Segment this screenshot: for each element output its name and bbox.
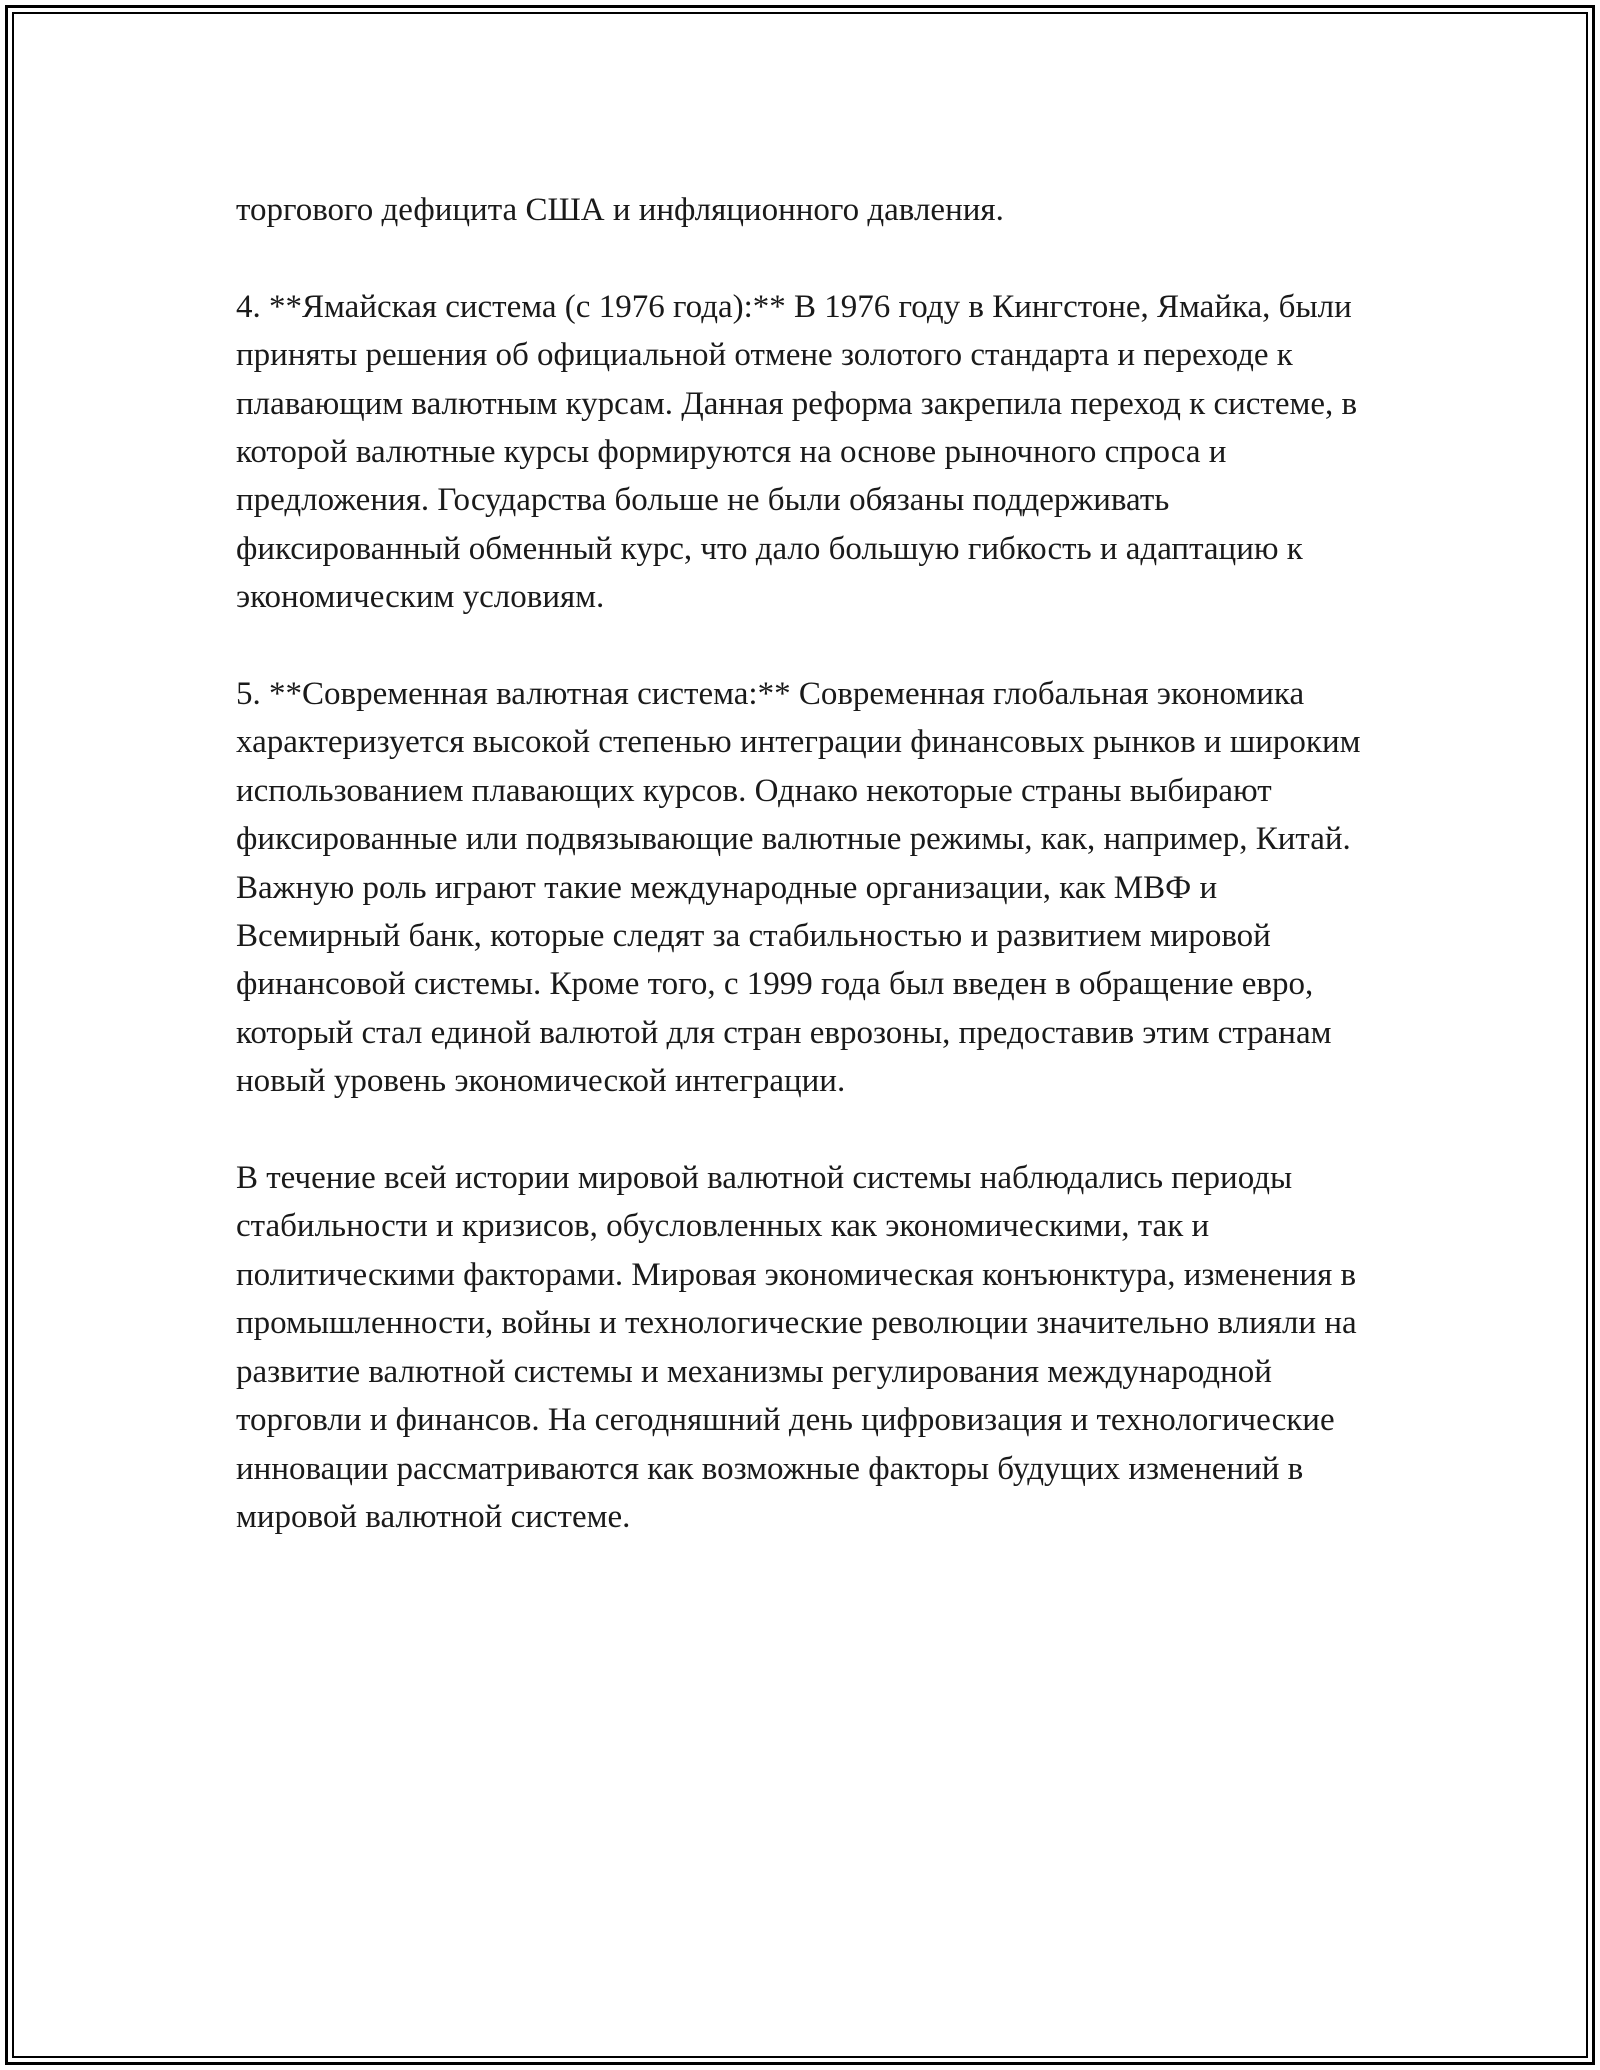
paragraph-history-summary: В течение всей истории мировой валютной системы наблюдались периоды стабильности и кризисов, обусловленных как экономическими, так и политическими факторами. Мировая экономическая конъюнктура, изменения в промышленности, войны и технологические революции значительно влияли на развитие валютной системы и механизмы регулирования международной торговли и финансов. На сегодняшний день цифровизация и технологические инновации рассматриваются как возможные факторы будущих изменений в мировой валютной системе. bbox=[236, 1160, 1357, 1535]
paragraph-modern-system: 5. **Современная валютная система:** Современная глобальная экономика характеризуется высокой степенью интеграции финансовых рынков и широким использованием плавающих курсов. Однако некоторые страны выбирают фиксированные или подвязывающие валютные режимы, как, например, Китай. Важную роль играют такие международные организации, как МВФ и Всемирный банк, которые следят за стабильностью и развитием мировой финансовой системы. Кроме того, с 1999 года был введен в обращение евро, который стал единой валютой для стран еврозоны, предоставив этим странам новый уровень экономической интеграции. bbox=[236, 676, 1361, 1100]
paragraph-jamaican-system: 4. **Ямайская система (с 1976 года):** В 1976 году в Кингстоне, Ямайка, были приняты решения об официальной отмене золотого стандарта и переходе к плавающим валютным курсам. Данная реформа закрепила переход к системе, в которой валютные курсы формируются на основе рыночного спроса и предложения. Государства больше не были обязаны поддерживать фиксированный обменный курс, что дало большую гибкость и адаптацию к экономическим условиям. bbox=[236, 288, 1358, 616]
paragraph-continuation: торгового дефицита США и инфляционного давления. bbox=[236, 192, 1004, 228]
document-body bbox=[236, 186, 1366, 1541]
